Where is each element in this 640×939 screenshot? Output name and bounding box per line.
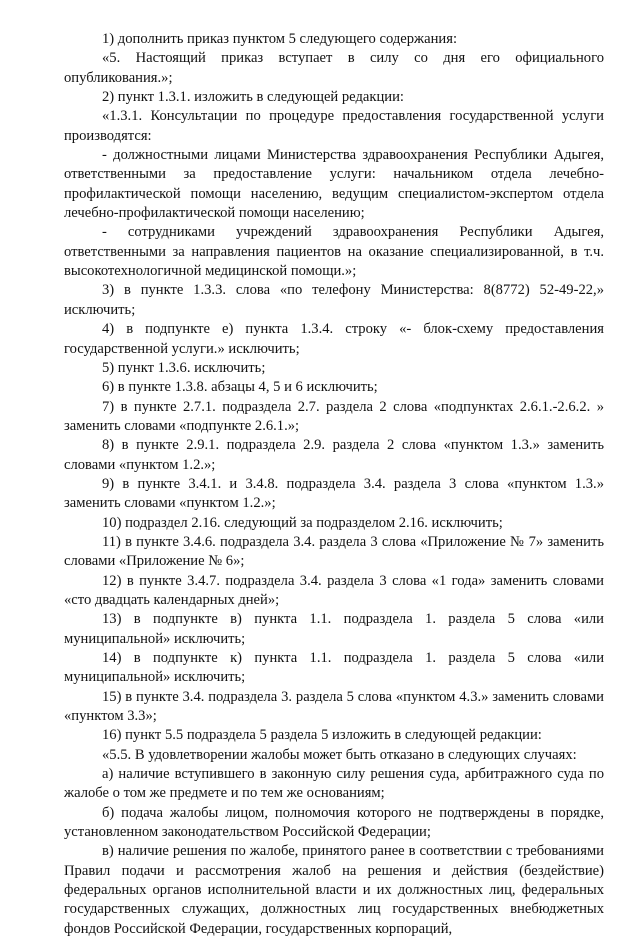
paragraph-19: 15) в пункте 3.4. подраздела 3. раздела 5 слова «пунктом 4.3.» заменить словами «пунктом 3.3»; [64,688,604,725]
paragraph-23: б) подача жалобы лицом, полномочия которого не подтверждены в порядке, установленном законодательством Российской Федерации; [64,804,604,841]
paragraph-22: а) наличие вступившего в законную силу решения суда, арбитражного суда по жалобе о том же предмете и по тем же основаниям; [64,766,604,802]
paragraph-7: 3) в пункте 1.3.3. слова «по телефону Министерства: 8(8772) 52-49-22,» исключить; [64,282,604,318]
paragraph-24: в) наличие решения по жалобе, принятого ранее в соответствии с требованиями Правил подачи и рассмотрения жалоб на решения и действия (бездействие) федеральных органов исполнительной власти и их должностных лиц, федеральных государственных служащих, должностных лиц государственных внебюджетных фондов Российской Федерации, государственных корпораций, [64,843,604,937]
paragraph-9: 5) пункт 1.3.6. исключить; [102,359,266,376]
paragraph-21: «5.5. В удовлетворении жалобы может быть отказано в следующих случаях: [102,746,577,763]
paragraph-13: 9) в пункте 3.4.1. и 3.4.8. подраздела 3.4. раздела 3 слова «пунктом 1.3.» заменить словами «пунктом 1.2.»; [64,475,604,512]
paragraph-12: 8) в пункте 2.9.1. подраздела 2.9. раздела 2 слова «пунктом 1.3.» заменить словами «пунктом 1.2.»; [64,437,604,473]
document-page [64,30,604,939]
paragraph-11: 7) в пункте 2.7.1. подраздела 2.7. раздела 2 слова «подпунктах 2.6.1.-2.6.2. » заменить словами «подпункте 2.6.1.»; [64,398,604,434]
paragraph-8: 4) в подпункте е) пункта 1.3.4. строку «- блок-схему предоставления государственной услуги.» исключить; [64,321,604,357]
paragraph-20: 16) пункт 5.5 подраздела 5 раздела 5 изложить в следующей редакции: [102,727,542,744]
paragraph-1: 1) дополнить приказ пунктом 5 следующего содержания: [102,31,458,47]
paragraph-6: - сотрудниками учреждений здравоохранения Республики Адыгея, ответственными за направления пациентов на оказание специализированной, в т.ч. высокотехнологичной медицинской помощи.»; [64,224,604,280]
paragraph-15: 11) в пункте 3.4.6. подраздела 3.4. раздела 3 слова «Приложение № 7» заменить словами «Приложение № 6»; [64,533,604,570]
paragraph-4: «1.3.1. Консультации по процедуре предоставления государственной услуги производятся: [64,108,604,144]
paragraph-5: - должностными лицами Министерства здравоохранения Республики Адыгея, ответственными за предоставление услуги: начальником отдела лечебно-профилактической помощи населению, ведущим специалистом-экспертом отдела лечебно-профилактической помощи населению; [64,147,604,222]
paragraph-10: 6) в пункте 1.3.8. абзацы 4, 5 и 6 исключить; [102,379,378,396]
paragraph-16: 12) в пункте 3.4.7. подраздела 3.4. раздела 3 слова «1 года» заменить словами «сто двадцать календарных дней»; [64,572,604,608]
paragraph-18: 14) в подпункте к) пункта 1.1. подраздела 1. раздела 5 слова «или муниципальной» исключить; [64,650,604,686]
paragraph-17: 13) в подпункте в) пункта 1.1. подраздела 1. раздела 5 слова «или муниципальной» исключить; [64,611,604,647]
paragraph-2: «5. Настоящий приказ вступает в силу со дня его официального опубликования.»; [64,50,604,86]
paragraph-3: 2) пункт 1.3.1. изложить в следующей редакции: [102,89,404,106]
paragraph-14: 10) подраздел 2.16. следующий за подразделом 2.16. исключить; [102,514,503,531]
